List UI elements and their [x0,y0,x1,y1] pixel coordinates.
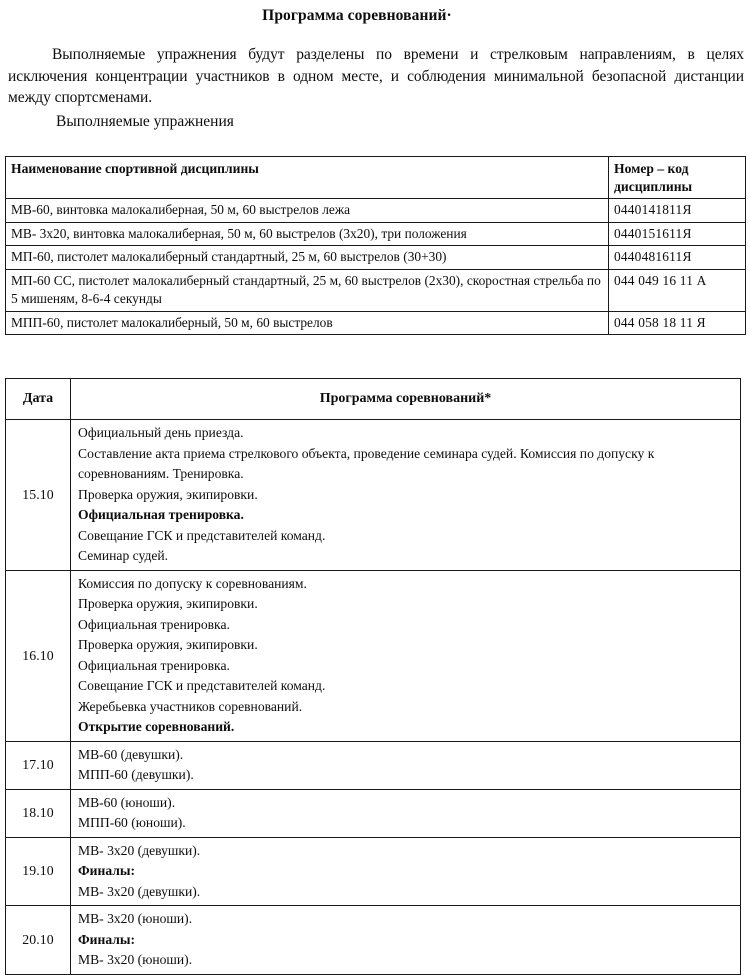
program-activity-line: Открытие соревнований. [78,719,235,734]
header-discipline-code: Номер – код дисциплины [609,157,746,199]
program-date-cell: 20.10 [6,906,71,975]
program-activity-line: МПП-60 (юноши). [78,815,186,830]
program-activities-cell [71,906,741,975]
program-activity-line: МВ-60 (девушки). [78,746,184,762]
table-row [6,199,746,223]
discipline-code-cell: 044 049 16 11 А [609,269,746,311]
document-page [0,7,750,967]
disciplines-table-head [6,157,746,199]
discipline-name-cell: МП-60 СС, пистолет малокалиберный стандартный, 25 м, 60 выстрелов (2х30), скоростная стрельба по 5 мишеням, 8-6-4 секунды [6,269,609,311]
table-row [6,246,746,270]
program-activity-line: Семинар судей. [78,548,169,563]
program-table-body [6,420,741,975]
table-row [6,269,746,311]
table-header-row [6,157,746,199]
program-activity-line: Жеребьевка участников соревнований. [78,698,303,714]
page-title: Программа соревнований· [262,7,452,24]
discipline-code-cell: 0440151611Я [609,222,746,246]
program-table-head [6,379,741,420]
table-row [6,222,746,246]
table-row [6,906,741,975]
discipline-name-cell: МВ- 3х20, винтовка малокалиберная, 50 м, 60 выстрелов (3х20), три положения [6,222,609,246]
program-date-cell: 16.10 [6,570,71,741]
program-activities-cell [71,837,741,906]
discipline-code-cell: 044 058 18 11 Я [609,311,746,335]
program-date-cell: 15.10 [6,420,71,571]
program-activity-line: Проверка оружия, экипировки. [78,486,258,502]
table-header-row [6,379,741,420]
program-date-cell: 18.10 [6,789,71,837]
program-activity-line: Официальная тренировка. [78,616,230,632]
program-activity-line: Официальная тренировка. [78,657,230,673]
discipline-name-cell: МВ-60, винтовка малокалиберная, 50 м, 60 выстрелов лежа [6,199,609,223]
header-program: Программа соревнований* [71,379,741,420]
program-activity-line: МВ- 3х20 (девушки). [78,883,201,899]
program-date-cell: 17.10 [6,741,71,789]
table-row [6,789,741,837]
discipline-name-cell: МПП-60, пистолет малокалиберный, 50 м, 60 выстрелов [6,311,609,335]
discipline-code-cell: 0440481611Я [609,246,746,270]
disciplines-table [5,156,746,335]
program-date-cell: 19.10 [6,837,71,906]
header-date: Дата [6,379,71,420]
program-activity-line: МВ- 3х20 (юноши). [78,911,193,926]
table-row [6,741,741,789]
program-activities-cell [71,570,741,741]
program-activity-line: МВ- 3х20 (девушки). [78,842,201,858]
program-activity-line: Финалы: [78,863,136,878]
program-activity-line: МВ- 3х20 (юноши). [78,952,193,967]
program-activity-line: Совещание ГСК и представителей команд. [78,678,326,693]
program-table [5,378,741,975]
program-activity-line: Официальный день приезда. [78,425,244,440]
discipline-code-cell: 0440141811Я [609,199,746,223]
program-activity-line: МВ-60 (юноши). [78,794,176,810]
program-activity-line: МПП-60 (девушки). [78,767,194,782]
table-row [6,420,741,571]
table-row [6,837,741,906]
program-activity-line: Официальная тренировка. [78,507,244,522]
program-activity-line: Финалы: [78,931,136,947]
program-activity-line: Проверка оружия, экипировки. [78,637,258,652]
program-activities-cell [71,741,741,789]
program-activity-line: Составление акта приема стрелкового объекта, проведение семинара судей. Комиссия по допуску к соревнованиям. Тренировка. [78,445,655,481]
program-activities-cell [71,420,741,571]
program-activity-line: Комиссия по допуску к соревнованиям. [78,575,307,591]
header-discipline-name: Наименование спортивной дисциплины [6,157,609,199]
program-activities-cell [71,789,741,837]
table-row [6,311,746,335]
disciplines-table-body [6,199,746,335]
intro-paragraph: Выполняемые упражнения будут разделены по времени и стрелковым направлениям, в целях исключения концентрации участников в одном месте, и соблюдения минимальной безопасной дистанции между спортсменами. [8,46,744,106]
sub-heading: Выполняемые упражнения [56,112,234,130]
program-activity-line: Совещание ГСК и представителей команд. [78,527,326,543]
program-activity-line: Проверка оружия, экипировки. [78,596,258,611]
discipline-name-cell: МП-60, пистолет малокалиберный стандартный, 25 м, 60 выстрелов (30+30) [6,246,609,270]
table-row [6,570,741,741]
